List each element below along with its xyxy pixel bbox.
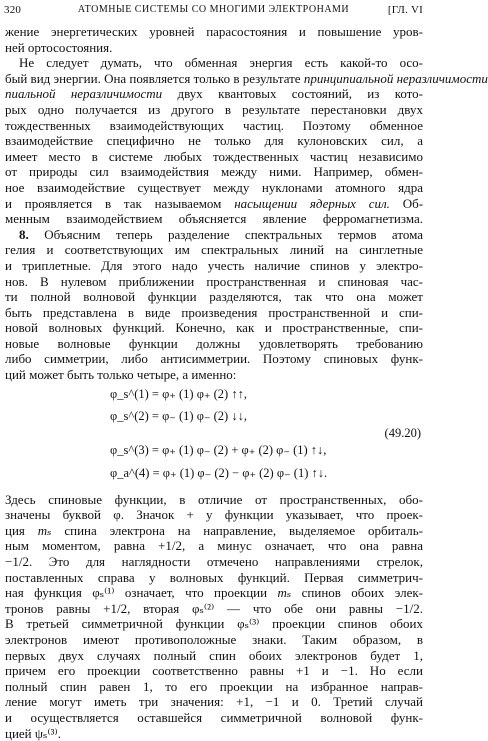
text-line: взаимодействие специфично не только для кулоновских сил, а: [5, 133, 423, 149]
text-line: пиальной неразличимости двух квантовых состояний, из кото-: [5, 86, 424, 102]
text-line: либо симметрии, либо антисимметрии. Поэтому спиновых функ-: [5, 351, 423, 367]
text-line: жение энергетических уровней парасостояния и повышение уров-: [5, 24, 423, 39]
text-line: рых одно получается из другого в результате перестановки двух: [5, 101, 423, 117]
text-line: нов. В нулевом приближении пространственная и спиновая час-: [5, 273, 423, 289]
text-line: ным моментом, равна +1/2, а минус означает, что она равна: [5, 538, 423, 554]
text-line: от природы сил взаимодействия между ними. Например, обмен-: [5, 164, 423, 180]
page-body: [5, 24, 488, 741]
text-line: бый вид энергии. Она появляется только в результате принципиальной неразличимости: [5, 70, 488, 86]
text-line: ти полной волновой функции разделяются, так что она может: [5, 289, 423, 305]
text-line: новые волновые функции должны удовлетворять требованию: [5, 335, 423, 351]
text-line: и триплетные. Для этого надо учесть наличие спинов у электро-: [5, 257, 423, 273]
text-line: электронов имеют противоположные знаки. Таким образом, в: [5, 632, 423, 647]
symbol: ψₛ⁽³⁾.: [34, 725, 61, 741]
equation: φ_s^(2) = φ₋ (1) φ₋ (2) ↓↓,: [110, 408, 247, 423]
text-line: ций может быть только четыре, а именно:: [5, 367, 237, 383]
text-line: ней ортосостояния.: [5, 39, 113, 55]
text-line: полный спин равен 1, то его проекции на избранное направ-: [5, 678, 423, 694]
equation: φ_s^(3) = φ₊ (1) φ₋ (2) + φ₊ (2) φ₋ (1) ↑↓,: [110, 442, 327, 457]
text-line: поставленных справа у волновых функций. Первая симметрич-: [5, 569, 423, 585]
page-header: [4, 4, 423, 20]
symbol: φₛ⁽²⁾: [192, 600, 215, 616]
text-line: имеет место в системе любых тождественных частиц независимо: [5, 148, 423, 164]
text-line: гелия и соответствующих им спектральных линий на синглетные: [5, 242, 423, 258]
text-line: менным взаимодействием объясняется явление ферромагнетизма.: [5, 211, 423, 227]
italic-term: насыщении ядерных сил.: [234, 195, 390, 211]
text-line: −1/2. Это для наглядности отмечено направлениями стрелок,: [5, 554, 423, 570]
equation: φ_s^(1) = φ₊ (1) φ₊ (2) ↑↑,: [110, 386, 247, 401]
text-line: быть представлена в виде произведения пространственной и спи-: [5, 304, 423, 320]
italic-term: пиальной неразличимости: [5, 86, 163, 102]
chapter-label: [ГЛ. VI: [387, 4, 423, 16]
equation-number: (49.20): [384, 425, 421, 440]
text-line: значены буквой φ. Значок + у функции указывает, что проек-: [5, 507, 423, 523]
equation-block: [5, 385, 423, 490]
symbol: φₛ⁽¹⁾: [92, 585, 115, 601]
text-line: ция mₛ спина электрона на направление, выделяемое орбиталь-: [5, 522, 424, 538]
running-title: АТОМНЫЕ СИСТЕМЫ СО МНОГИМИ ЭЛЕКТРОНАМИ: [77, 4, 350, 15]
text-line: тронов равны +1/2, вторая φₛ⁽²⁾ — что обе они равны −1/2.: [5, 600, 424, 616]
page-number: 320: [4, 4, 22, 16]
text-line: и проявляется в так называемом насыщении ядерных сил. Об-: [5, 195, 424, 211]
text-line: цией ψₛ⁽³⁾.: [5, 725, 61, 741]
text-line: ное взаимодействие существует между нуклонами атомного ядра: [5, 179, 423, 195]
text-line: ление могут иметь три значения: +1, −1 и 0. Третий случай: [5, 694, 423, 710]
italic-term: принципиальной неразличимости: [303, 70, 488, 86]
text-line: Здесь спиновые функции, в отличие от пространственных, обо-: [5, 491, 423, 507]
text-line: ная функция φₛ⁽¹⁾ означает, что проекции mₛ спинов обоих элек-: [5, 585, 424, 601]
section-number: 8.: [19, 226, 29, 242]
symbol: φₛ⁽³⁾: [237, 616, 260, 632]
text-line: и осуществляется оставшейся симметричной волновой функ-: [5, 709, 423, 725]
text-line: причем его проекции соответственно равны +1 и −1. Но если: [5, 663, 423, 679]
symbol: mₛ: [37, 522, 52, 538]
text-line: В третьей симметричной функции φₛ⁽³⁾ проекции спинов обоих: [5, 616, 424, 632]
text-line: тождественных взаимодействующих частиц. Поэтому обменное: [5, 117, 423, 133]
text-line: новой волновых функций. Конечно, как и пространственные, спи-: [5, 320, 423, 336]
text-line: первых двух случаях полный спин обоих электронов будет 1,: [5, 647, 423, 663]
text-line: 8. Объясним теперь разделение спектральных термов атома: [19, 226, 424, 242]
symbol: mₛ: [277, 585, 292, 601]
equation: φ_a^(4) = φ₊ (1) φ₋ (2) − φ₊ (2) φ₋ (1) ↑↓.: [110, 465, 328, 480]
text-line: Не следует думать, что обменная энергия есть какой-то осо-: [19, 55, 423, 71]
